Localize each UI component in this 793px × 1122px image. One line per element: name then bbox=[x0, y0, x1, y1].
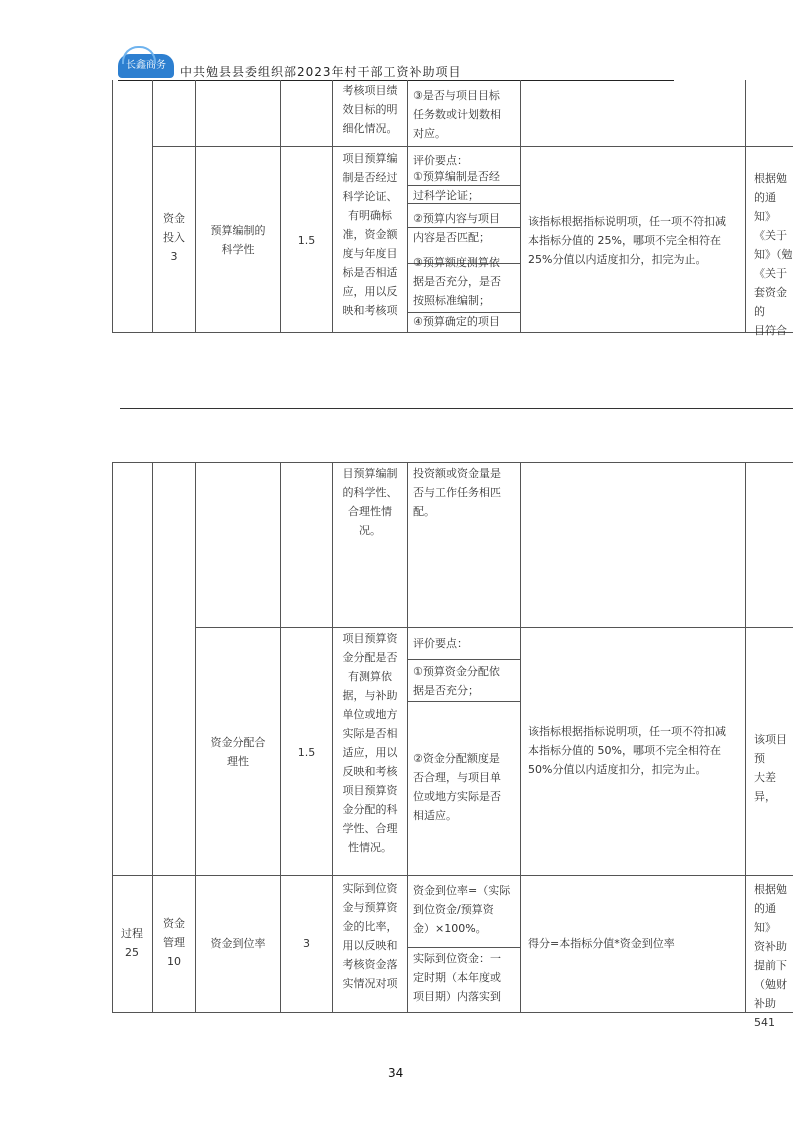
page-separator bbox=[120, 408, 793, 409]
scoring-method-cell: 该指标根据指标说明项，任一项不符扣减 本指标分值的 25%，哪项不完全相符在 25%分值以内适度扣分，扣完为止。 bbox=[528, 215, 726, 266]
indicator-description-cell: 考核项目绩 效目标的明 细化情况。 bbox=[342, 84, 398, 135]
evaluation-point-cell: 资金到位率=（实际 到位资金/预算资 金）×100%。 bbox=[413, 884, 511, 935]
table-col-divider bbox=[745, 462, 746, 1012]
table-col-divider bbox=[280, 80, 281, 332]
evaluation-point-cell: ①预算资金分配依 据是否充分； bbox=[413, 665, 500, 697]
indicator-description-cell: 目预算编制 的科学性、 合理性情 况。 bbox=[342, 467, 398, 537]
table-subrow-divider bbox=[407, 947, 520, 948]
table-row-divider bbox=[195, 627, 793, 628]
table-col-divider bbox=[332, 462, 333, 1012]
table-col-divider bbox=[195, 80, 196, 332]
evaluation-point-cell: ③是否与项目目标 任务数或计划数相 对应。 bbox=[413, 89, 501, 140]
table-col-divider bbox=[280, 462, 281, 1012]
evaluation-point-cell: ①预算编制是否经 过科学论证； bbox=[413, 170, 500, 202]
logo-text: 长鑫商务 bbox=[126, 60, 166, 71]
evaluation-point-cell: 实际到位资金：一 定时期（本年度或 项目期）内落实到 bbox=[413, 952, 501, 1003]
evaluation-point-cell: 评价要点： bbox=[413, 154, 468, 167]
primary-indicator-cell: 过程 25 bbox=[121, 927, 143, 959]
table-col-divider bbox=[520, 80, 521, 332]
indicator-description-cell: 项目预算资 金分配是否 有测算依 据，与补助 单位或地方 实际是否相 适应，用以 反映和考核 项目预算资 金分配的科 学性、合理 性情况。 bbox=[342, 632, 398, 854]
tertiary-indicator-cell: 资金分配合 理性 bbox=[210, 736, 266, 768]
table-border-top bbox=[112, 462, 793, 463]
evaluation-point-cell: ②预算内容与项目 内容是否匹配； bbox=[413, 212, 500, 244]
tertiary-indicator-cell: 预算编制的 科学性 bbox=[210, 224, 266, 256]
table-col-divider bbox=[520, 462, 521, 1012]
table-row-divider bbox=[112, 875, 793, 876]
table-col-divider bbox=[152, 80, 153, 332]
table-border-bottom bbox=[112, 1012, 793, 1013]
header-title: 中共勉县县委组织部2023年村干部工资补助项目 bbox=[180, 65, 462, 79]
table-row-divider bbox=[152, 146, 793, 147]
table-col-divider bbox=[407, 462, 408, 1012]
cloud-logo-icon bbox=[122, 46, 156, 64]
scoring-basis-cell: 根据勉 的通知》 《关于 知》（勉 《关于 套资金的 目符合 bbox=[754, 172, 793, 337]
scoring-method-cell: 得分=本指标分值*资金到位率 bbox=[528, 937, 675, 950]
scoring-basis-cell: 该项目预 大差异， bbox=[754, 733, 787, 803]
company-logo bbox=[118, 54, 174, 78]
evaluation-point-cell: 评价要点： bbox=[413, 637, 468, 650]
table-col-divider bbox=[195, 462, 196, 1012]
scoring-method-cell: 该指标根据指标说明项，任一项不符扣减 本指标分值的 50%，哪项不完全相符在 50%分值以内适度扣分，扣完为止。 bbox=[528, 725, 726, 776]
tertiary-indicator-cell: 资金到位率 bbox=[210, 937, 266, 950]
indicator-description-cell: 项目预算编 制是否经过 科学论证、 有明确标 准，资金额 度与年度目 标是否相适 应，用以反 映和考核项 bbox=[342, 152, 398, 317]
evaluation-point-cell: ④预算确定的项目 bbox=[413, 315, 500, 328]
table-col-divider bbox=[745, 80, 746, 332]
evaluation-point-cell: ③预算额度测算依 据是否充分，是否 按照标准编制； bbox=[413, 256, 501, 307]
weight-cell: 3 bbox=[303, 937, 310, 950]
secondary-indicator-cell: 资金 管理 10 bbox=[163, 917, 185, 968]
table-border-left bbox=[112, 80, 113, 332]
indicator-description-cell: 实际到位资 金与预算资 金的比率， 用以反映和 考核资金落 实情况对项 bbox=[342, 882, 398, 990]
weight-cell: 1.5 bbox=[297, 746, 316, 759]
table-subrow-divider bbox=[407, 701, 520, 702]
secondary-indicator-cell: 资金 投入 3 bbox=[163, 212, 185, 263]
table-col-divider bbox=[332, 80, 333, 332]
table-subrow-divider bbox=[407, 659, 520, 660]
evaluation-point-cell: ②资金分配额度是 否合理，与项目单 位或地方实际是否 相适应。 bbox=[413, 752, 501, 822]
table-col-divider bbox=[407, 80, 408, 332]
weight-cell: 1.5 bbox=[297, 234, 316, 247]
evaluation-point-cell: 投资额或资金量是 否与工作任务相匹 配。 bbox=[413, 467, 501, 518]
table-border-bottom bbox=[112, 332, 793, 333]
scoring-basis-cell: 根据勉 的通知》 资补助 提前下 （勉财 补助541 bbox=[754, 883, 787, 1029]
page-number: 34 bbox=[388, 1066, 404, 1080]
